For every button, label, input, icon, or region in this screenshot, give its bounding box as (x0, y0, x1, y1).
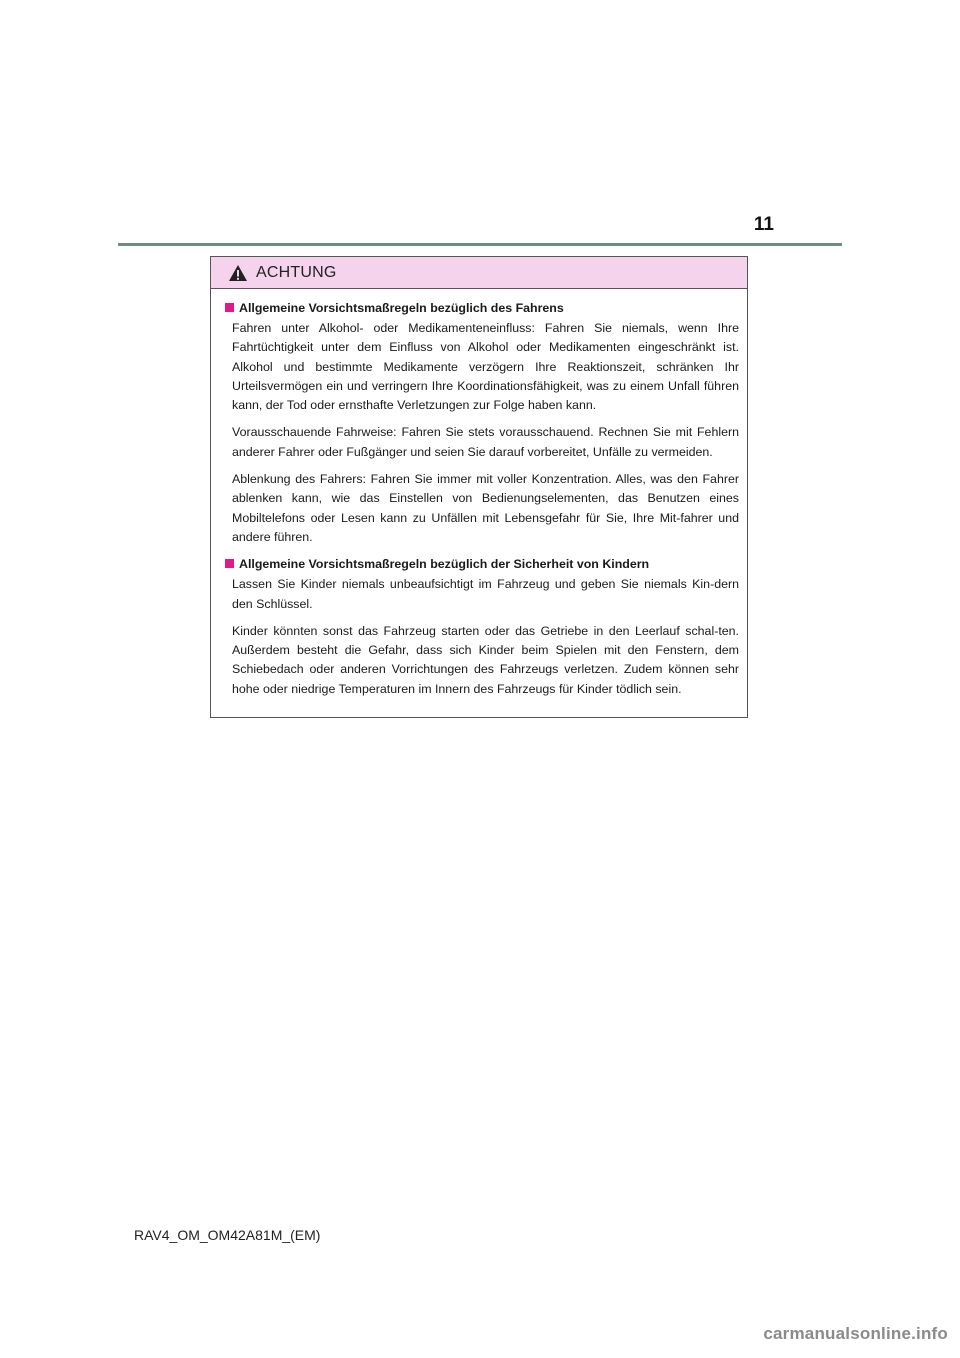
section-heading (223, 299, 739, 317)
warning-header (211, 257, 747, 289)
warning-box (210, 256, 748, 718)
section-heading (223, 555, 739, 573)
warning-body (211, 289, 747, 699)
paragraph: Lassen Sie Kinder niemals unbeaufsichtigt im Fahrzeug und geben Sie niemals Kin-dern den Schlüssel. (232, 577, 739, 611)
paragraph: Vorausschauende Fahrweise: Fahren Sie stets vorausschauend. Rechnen Sie mit Fehlern anderer Fahrer oder Fußgänger und seien Sie darauf vorbereitet, Unfälle zu vermeiden. (232, 425, 739, 459)
square-bullet-icon (225, 559, 234, 568)
header-rule (118, 243, 842, 246)
square-bullet-icon (225, 303, 234, 312)
warning-title: ACHTUNG (256, 263, 337, 281)
footer-document-id: RAV4_OM_OM42A81M_(EM) (134, 1227, 321, 1243)
page-number: 11 (753, 214, 774, 235)
paragraph: Kinder könnten sonst das Fahrzeug starten oder das Getriebe in den Leerlauf schal-ten. Außerdem besteht die Gefahr, dass sich Kinder beim Spielen mit den Fenstern, dem Schiebedach oder anderen Vorrichtungen des Fahrzeugs verletzen. Zudem können sehr hohe oder niedrige Temperaturen im Innern des Fahrzeugs für Kinder tödlich sein. (232, 623, 739, 696)
section-heading-text: Allgemeine Vorsichtsmaßregeln bezüglich des Fahrens (239, 301, 564, 315)
warning-triangle-icon (228, 264, 248, 282)
paragraph: Ablenkung des Fahrers: Fahren Sie immer mit voller Konzentration. Alles, was den Fahrer ablenken kann, wie das Einstellen von Bedienungselementen, das Benutzen eines Mobiltelefons oder Lesen kann zu Unfällen mit Lebensgefahr für Sie, Ihre Mit-fahrer und andere führen. (232, 472, 739, 544)
section-heading-text: Allgemeine Vorsichtsmaßregeln bezüglich der Sicherheit von Kindern (239, 557, 650, 572)
paragraph: Fahren unter Alkohol- oder Medikamenteneinfluss: Fahren Sie niemals, wenn Ihre Fahrtüchtigkeit unter dem Einfluss von Alkohol oder Medikamenten eingeschränkt ist. Alkohol und bestimmte Medikamente verzögern Ihre Reaktionszeit, schränken Ihr Urteilsvermögen ein und verringern Ihre Koordinationsfähigkeit, was zu einem Unfall führen kann, der Tod oder ernsthafte Verletzungen zur Folge haben kann. (232, 321, 739, 413)
watermark: carmanualsonline.info (763, 1324, 948, 1343)
